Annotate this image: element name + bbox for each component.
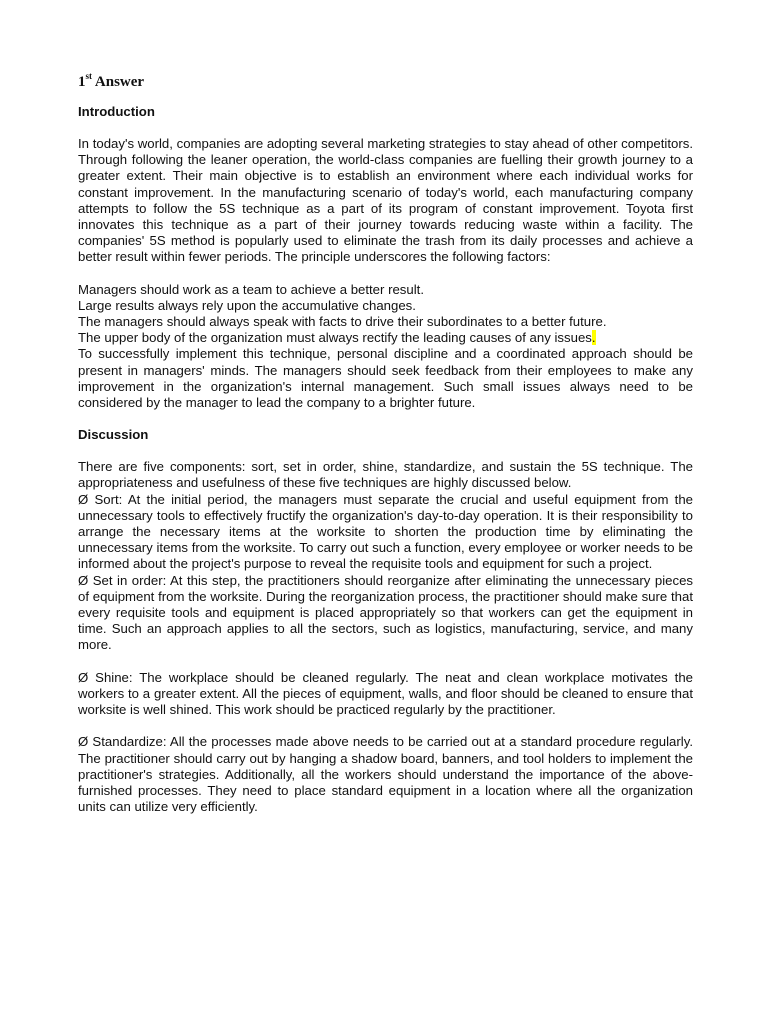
shine-paragraph: Ø Shine: The workplace should be cleaned regularly. The neat and clean workplace motivates the workers to a greater extent. All the pieces of equipment, walls, and floor should be cleaned to ensure that worksite is well shined. This work should be practiced regularly by the practitioner. — [78, 669, 693, 718]
answer-ordinal-suffix: st — [85, 71, 92, 81]
factor-4 — [78, 330, 693, 346]
answer-word: Answer — [92, 74, 145, 90]
highlighted-period: . — [591, 330, 596, 346]
standardize-paragraph: Ø Standardize: All the processes made above needs to be carried out at a standard procedure regularly. The practitioner should carry out by hanging a shadow board, banners, and tool holders to implement the practitioner's strategies. Additionally, all the workers should understand the importance of the above-furnished processes. They need to place standard equipment in a location where all the organization units can utilize very efficiently. — [78, 734, 693, 815]
factor-4-text: The upper body of the organization must always rectify the leading causes of any issues — [78, 330, 592, 346]
answer-title — [78, 72, 693, 92]
introduction-heading: Introduction — [78, 104, 155, 119]
factor-2: Large results always rely upon the accumulative changes. — [78, 297, 416, 313]
factor-3: The managers should always speak with facts to drive their subordinates to a better future. — [78, 314, 607, 330]
discussion-paragraph: There are five components: sort, set in order, shine, standardize, and sustain the 5S technique. The appropriateness and usefulness of these five techniques are highly discussed below. — [78, 459, 693, 491]
implementation-paragraph: To successfully implement this technique, personal discipline and a coordinated approach should be present in managers' minds. The managers should seek feedback from their employees to make any improvement in the organization's internal management. Such small issues always need to be considered by the manager to lead the company to a brighter future. — [78, 346, 693, 411]
introduction-paragraph: In today's world, companies are adopting several marketing strategies to stay ahead of other competitors. Through following the leaner operation, the world-class companies are fuelling their growth journey to a greater extent. Their main objective is to establish an environment where each individual works for constant improvement. In the manufacturing scenario of today's world, each manufacturing company attempts to follow the 5S technique as a part of its program of constant improvement. Toyota first innovates this technique as a part of their journey towards reducing waste within a facility. The companies' 5S method is popularly used to eliminate the trash from its daily processes and achieve a better result within fewer periods. The principle underscores the following factors: — [78, 136, 693, 265]
sort-paragraph: Ø Sort: At the initial period, the managers must separate the crucial and useful equipment from the unnecessary tools to effectively fructify the organization's day-to-day operation. It is their responsibility to arrange the necessary items at the worksite to shorten the production time by eliminating the unnecessary items from the worksite. To carry out such a function, every employee or worker needs to be informed about the project's purpose to reveal the requisite tools and equipment for such a project. — [78, 491, 693, 572]
discussion-heading: Discussion — [78, 427, 149, 443]
document-page — [78, 72, 693, 815]
factor-1: Managers should work as a team to achieve a better result. — [78, 281, 424, 297]
answer-number: 1 — [78, 74, 86, 90]
set-in-order-paragraph: Ø Set in order: At this step, the practitioners should reorganize after eliminating the unnecessary pieces of equipment from the worksite. During the reorganization process, the practitioner should make sure that every requisite tools and equipment is placed appropriately so that workers can get the equipment in time. Such an approach applies to all the sectors, such as logistics, manufacturing, service, and many more. — [78, 572, 693, 653]
